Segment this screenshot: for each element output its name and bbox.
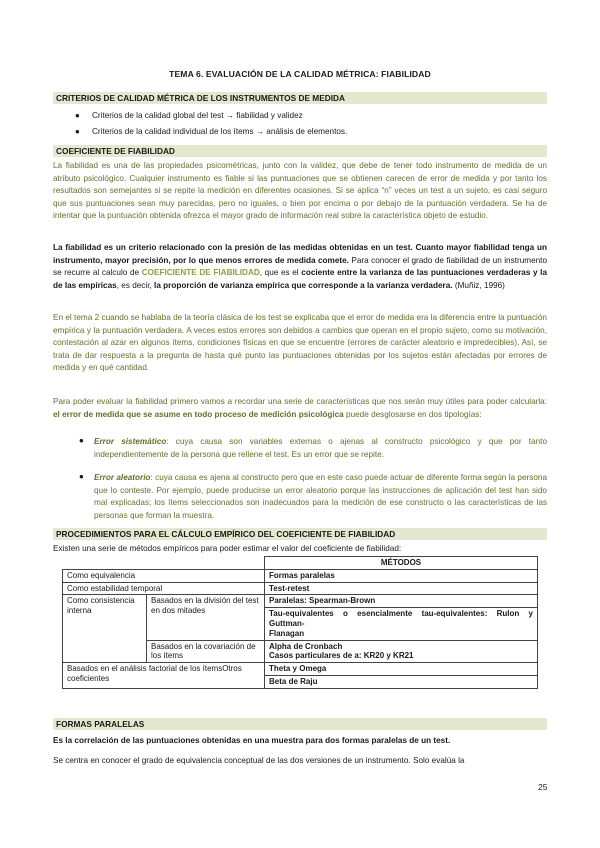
- methods-table: [62, 556, 538, 689]
- table-cell: Basados en la división del test en dos mitades: [147, 595, 265, 640]
- table-row: [63, 569, 538, 582]
- paragraph-error-medida: En el tema 2 cuando se hablaba de la teoría clásica de los test se explicaba que el error de medida era la diferencia entre la puntuación empírica y la puntuación verdadera. A veces estos errores son debidos a cambios que operan en el propio sujeto, como su motivación, contestación al azar en algunos ítems, condiciones físicas en que se encuentre (errores de carácter aleatorio e impredecibles). Así, se trata de dar respuesta a la pregunta de hasta qué punto las puntuaciones obtenidas por los sujetos están afectadas por errores de medida y en qué cantidad.: [53, 313, 547, 372]
- paragraph-metodos-intro: Existen una serie de métodos empíricos para poder estimar el valor del coeficiente de fiabilidad:: [53, 544, 402, 553]
- paragraph-formas-paralelas-def: Es la correlación de las puntuaciones obtenidas en una muestra para dos formas paralelas de un test.: [53, 736, 451, 745]
- table-cell: Basados en la covariación de los ítems: [147, 640, 265, 663]
- bullet-icon: ●: [75, 127, 80, 136]
- bullet-text: Criterios de la calidad global del test → fiabilidad y validez: [92, 111, 303, 120]
- table-cell: Tau-equivalentes o esencialmente tau-equivalentes: Rulon y Guttman- Flanagan: [265, 608, 538, 640]
- table-row: [63, 663, 538, 676]
- table-cell: Formas paralelas: [265, 569, 538, 582]
- section-heading-procedimientos: PROCEDIMIENTOS PARA EL CÁLCULO EMPÍRICO DEL COEFICIENTE DE FIABILIDAD: [53, 528, 547, 540]
- list-item-error-sistematico: Error sistemático: cuya causa son variables externas o ajenas al constructo psicológico y que por tanto independientemente de la persona que rellene el test. Es un error que se repite.: [94, 437, 547, 459]
- table-cell: Alpha de Cronbach Casos particulares de a: KR20 y KR21: [265, 640, 538, 663]
- table-cell: Paralelas: Spearman-Brown: [265, 595, 538, 608]
- section-heading-criterios: CRITERIOS DE CALIDAD MÉTRICA DE LOS INSTRUMENTOS DE MEDIDA: [53, 92, 547, 104]
- bullet-icon: ●: [79, 436, 84, 445]
- table-cell: Basados en el análisis factorial de los ítemsOtros coeficientes: [63, 663, 265, 689]
- section-heading-formas-paralelas: FORMAS PARALELAS: [53, 718, 547, 730]
- table-cell: Test-retest: [265, 582, 538, 595]
- table-row: [63, 557, 538, 570]
- bullet-icon: ●: [75, 111, 80, 120]
- table-row: [63, 582, 538, 595]
- paragraph-fiabilidad-definicion: La fiabilidad es un criterio relacionado con la presión de las medidas obtenidas en un test. Cuanto mayor fiabilidad tenga un instrumento, mayor precisión, por lo que menos errores de medida comete. Para conocer el grado de fiabilidad de un instrumento se recurre al calculo de COEFICIENTE DE FIABILIDAD, que es el cociente entre la varianza de las puntuaciones verdaderas y la de las empíricas, es decir, la proporción de varianza empírica que corresponde a la varianza verdadera. (Muñiz, 1996): [53, 243, 548, 290]
- table-cell: Como equivalencia: [63, 569, 265, 582]
- bullet-text: Criterios de la calidad individual de los ítems → análisis de elementos.: [92, 127, 348, 136]
- table-header: MÉTODOS: [265, 557, 538, 570]
- page-title: TEMA 6. EVALUACIÓN DE LA CALIDAD MÉTRICA: FIABILIDAD: [169, 69, 431, 79]
- paragraph-evaluar-fiabilidad: Para poder evaluar la fiabilidad primero vamos a recordar una serie de características que nos serán muy útiles para poder calcularla: el error de medida que se asume en todo proceso de medición psicológica puede desglosarse en dos tipologías:: [53, 397, 547, 419]
- list-item-error-aleatorio: Error aleatorio: cuya causa es ajena al constructo pero que en este caso puede actuar de diferente forma según la persona que lo conteste. Por ejemplo, puede producirse un error aleatorio porque las instrucciones de aplicación del test han sido mal explicadas; los ítems seleccionados son inadecuados para la medición de ese constructo o las características de las personas que forman la muestra.: [94, 473, 547, 520]
- paragraph-formas-paralelas-desc: Se centra en conocer el grado de equivalencia conceptual de las dos versiones de un instrumento. Solo evalúa la: [53, 756, 465, 765]
- section-heading-coeficiente: COEFICIENTE DE FIABILIDAD: [53, 145, 547, 157]
- table-cell: Theta y Omega: [265, 663, 538, 676]
- table-cell: Como estabilidad temporal: [63, 582, 265, 595]
- page-number: 25: [538, 782, 548, 792]
- bullet-icon: ●: [79, 472, 84, 481]
- table-cell: Como consistencia interna: [63, 595, 147, 663]
- table-cell: Beta de Raju: [265, 675, 538, 688]
- table-cell: [63, 557, 265, 570]
- paragraph-fiabilidad-intro: La fiabilidad es una de las propiedades psicométricas, junto con la validez, que debe de tener todo instrumento de medida de un atributo psicológico. Cualquier instrumento es fiable si las puntuaciones que se obtienen carecen de error de medida y por tanto los resultados son semejantes si se repite la medición en diferentes ocasiones. Si se aplica “n” veces un test a un sujeto, es casi seguro que sus puntuaciones sean muy parecidas, pero no iguales, o bien por encima o por debajo de la puntuación verdadera. Se ha de intentar que la puntuación obtenida ofrezca el mayor grado de información real sobre la característica objeto de estudio.: [53, 161, 547, 220]
- table-row: [63, 595, 538, 608]
